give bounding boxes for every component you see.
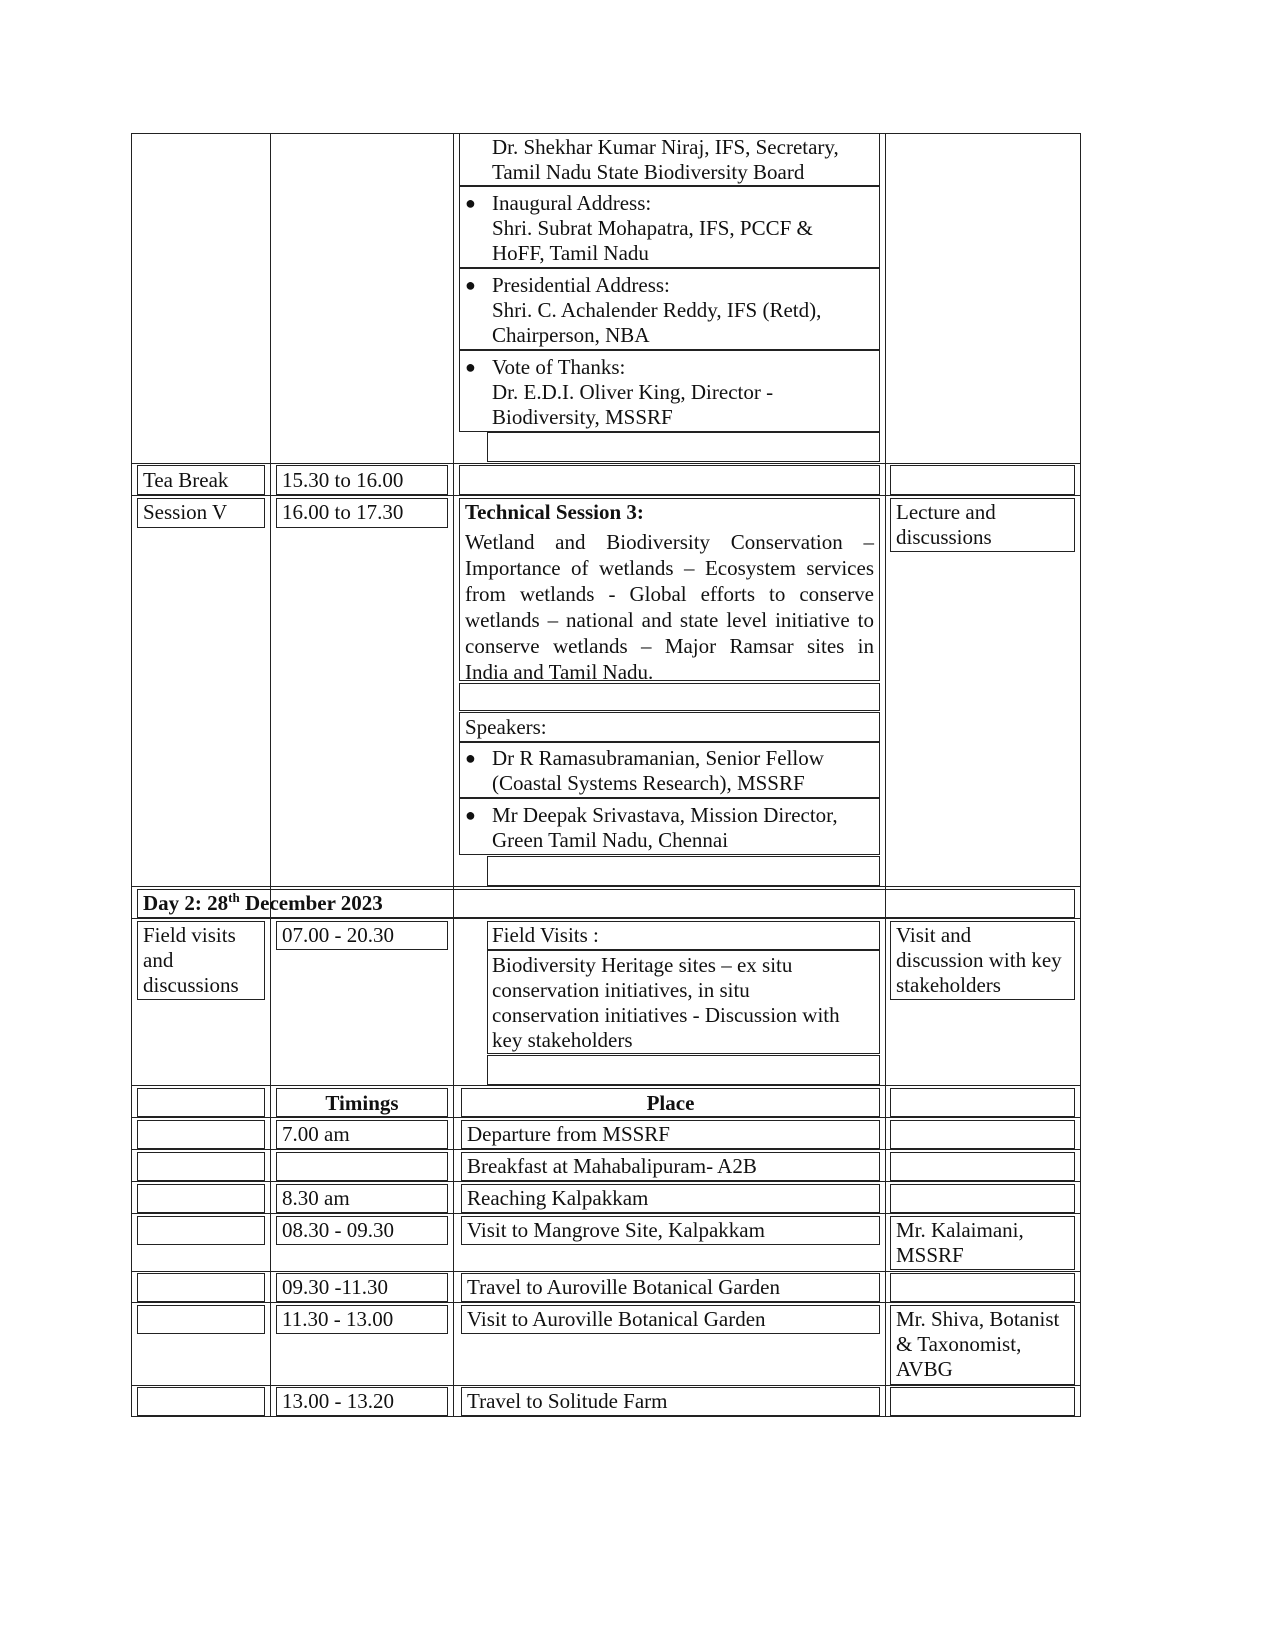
field-session-2: discussions: [143, 973, 239, 997]
bullet-icon: ●: [465, 805, 476, 825]
field-title: Field Visits :: [492, 923, 599, 947]
field-desc-2: conservation initiatives - Discussion with: [492, 1003, 840, 1027]
field-desc-0: Biodiversity Heritage sites – ex situ: [492, 953, 793, 977]
field-desc-3: key stakeholders: [492, 1028, 633, 1052]
row-time: 09.30 -11.30: [282, 1275, 388, 1299]
speaker-0-line-1: Tamil Nadu State Biodiversity Board: [492, 160, 805, 184]
row-place: Travel to Auroville Botanical Garden: [467, 1275, 780, 1299]
row-contact-0: Mr. Kalaimani,: [896, 1218, 1024, 1242]
row-contact-1: MSSRF: [896, 1243, 964, 1267]
bullet-icon: ●: [465, 748, 476, 768]
inaugural-line-1: HoFF, Tamil Nadu: [492, 241, 649, 265]
row-contact-1: & Taxonomist,: [896, 1332, 1022, 1356]
speaker-1-line-0: Dr R Ramasubramanian, Senior Fellow: [492, 746, 824, 770]
row-place: Breakfast at Mahabalipuram- A2B: [467, 1154, 757, 1178]
vote-of-thanks-line-0: Dr. E.D.I. Oliver King, Director -: [492, 380, 774, 404]
speaker-2-line-0: Mr Deepak Srivastava, Mission Director,: [492, 803, 838, 827]
field-desc-1: conservation initiatives, in situ: [492, 978, 750, 1002]
session-v-method-0: Lecture and: [896, 500, 996, 524]
field-session-0: Field visits: [143, 923, 236, 947]
speaker-2-line-1: Green Tamil Nadu, Chennai: [492, 828, 729, 852]
row-time: 11.30 - 13.00: [282, 1307, 394, 1331]
vote-of-thanks-line-1: Biodiversity, MSSRF: [492, 405, 673, 429]
bullet-icon: ●: [465, 193, 476, 213]
place-header: Place: [646, 1091, 695, 1115]
session-v-method-1: discussions: [896, 525, 992, 549]
row-time: 13.00 - 13.20: [282, 1389, 394, 1413]
presidential-line-0: Shri. C. Achalender Reddy, IFS (Retd),: [492, 298, 822, 322]
inaugural-role: Inaugural Address:: [492, 191, 652, 215]
day2-heading: Day 2: 28th December 2023: [143, 890, 383, 915]
row-contact-0: Mr. Shiva, Botanist: [896, 1307, 1060, 1331]
row-time: 8.30 am: [282, 1186, 350, 1210]
tea-break-time: 15.30 to 16.00: [282, 468, 404, 492]
row-time: 08.30 - 09.30: [282, 1218, 394, 1242]
tea-break-label: Tea Break: [143, 468, 229, 492]
speaker-0-line-0: Dr. Shekhar Kumar Niraj, IFS, Secretary,: [492, 135, 839, 159]
timings-header: Timings: [325, 1091, 399, 1115]
session-v-label: Session V: [143, 500, 228, 524]
row-place: Travel to Solitude Farm: [467, 1389, 668, 1413]
row-place: Visit to Auroville Botanical Garden: [467, 1307, 766, 1331]
inaugural-line-0: Shri. Subrat Mohapatra, IFS, PCCF &: [492, 216, 813, 240]
field-method-0: Visit and: [896, 923, 972, 947]
row-place: Visit to Mangrove Site, Kalpakkam: [467, 1218, 765, 1242]
row-place: Reaching Kalpakkam: [467, 1186, 649, 1210]
speaker-1-line-1: (Coastal Systems Research), MSSRF: [492, 771, 805, 795]
row-time: 7.00 am: [282, 1122, 350, 1146]
session-v-title: Technical Session 3:: [465, 500, 644, 524]
presidential-role: Presidential Address:: [492, 273, 670, 297]
session-v-time: 16.00 to 17.30: [282, 500, 404, 524]
bullet-icon: ●: [465, 357, 476, 377]
field-time: 07.00 - 20.30: [282, 923, 394, 947]
presidential-line-1: Chairperson, NBA: [492, 323, 650, 347]
bullet-icon: ●: [465, 275, 476, 295]
field-method-1: discussion with key: [896, 948, 1062, 972]
speakers-label: Speakers:: [465, 715, 547, 739]
row-contact-2: AVBG: [896, 1357, 953, 1381]
session-v-description: Wetland and Biodiversity Conservation – Importance of wetlands – Ecosystem services from wetlands - Global efforts to conserve wetlands – national and state level initiative to conserve wetlands – Major Ramsar sites in India and Tamil Nadu.: [465, 530, 874, 684]
row-place: Departure from MSSRF: [467, 1122, 670, 1146]
field-session-1: and: [143, 948, 174, 972]
vote-of-thanks-role: Vote of Thanks:: [492, 355, 626, 379]
field-method-2: stakeholders: [896, 973, 1001, 997]
